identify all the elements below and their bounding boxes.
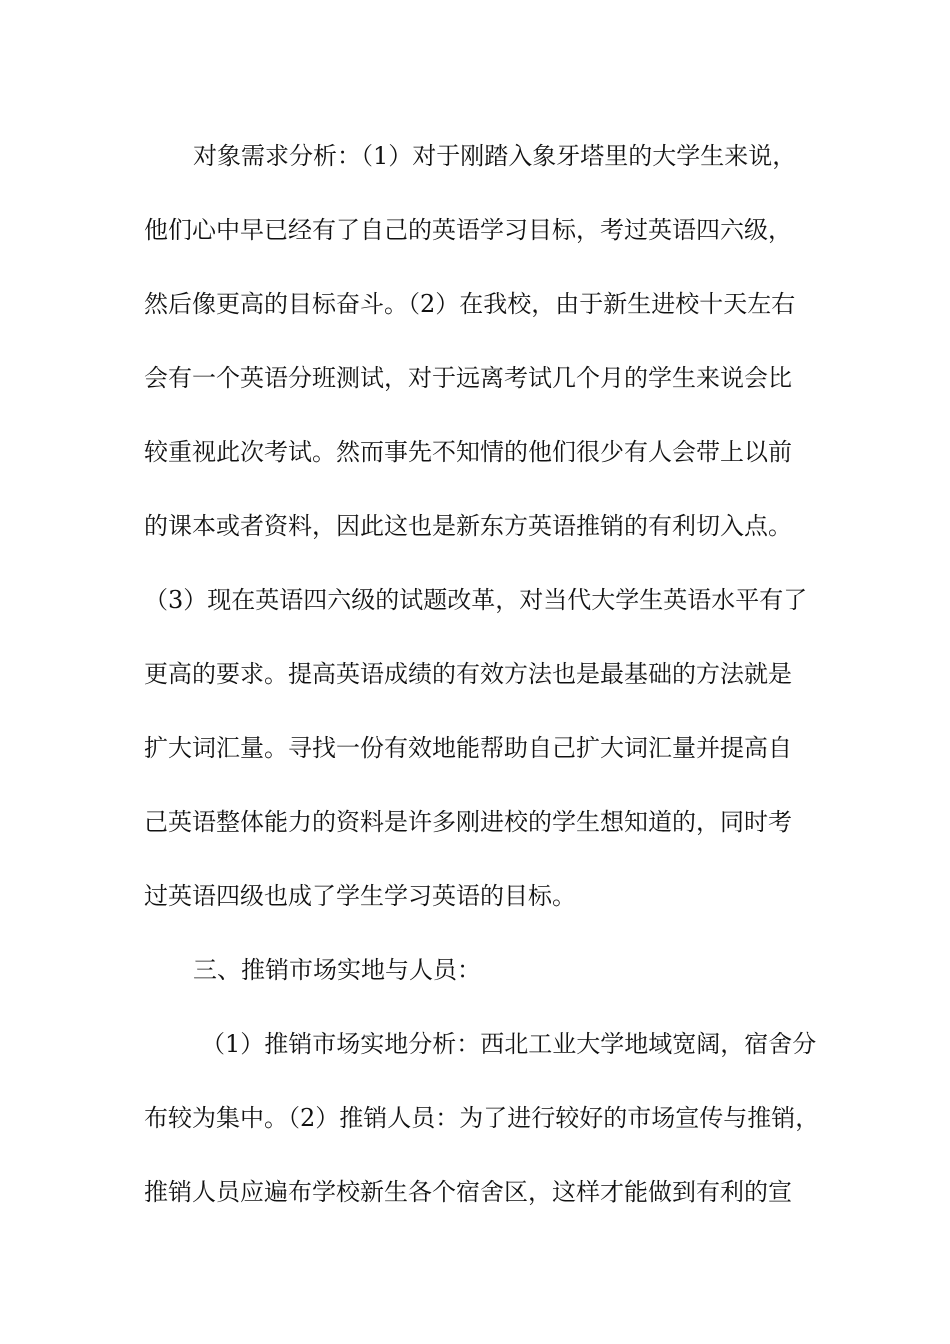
paragraph-line: 推销人员应遍布学校新生各个宿舍区，这样才能做到有利的宣 — [144, 1178, 792, 1206]
paragraph-line: 更高的要求。提高英语成绩的有效方法也是最基础的方法就是 — [144, 660, 792, 688]
paragraph-line: 对象需求分析：（1）对于刚踏入象牙塔里的大学生来说， — [193, 142, 797, 170]
paragraph-line: 然后像更高的目标奋斗。（2）在我校，由于新生进校十天左右 — [144, 290, 796, 318]
paragraph-line: （1）推销市场实地分析：西北工业大学地域宽阔，宿舍分 — [201, 1030, 817, 1058]
paragraph-line: 己英语整体能力的资料是许多刚进校的学生想知道的，同时考 — [144, 808, 792, 836]
paragraph-line: 的课本或者资料，因此这也是新东方英语推销的有利切入点。 — [144, 512, 792, 540]
paragraph-line: 会有一个英语分班测试，对于远离考试几个月的学生来说会比 — [144, 364, 792, 392]
paragraph-line: 过英语四级也成了学生学习英语的目标。 — [144, 882, 576, 910]
paragraph-line: 布较为集中。（2）推销人员：为了进行较好的市场宣传与推销， — [144, 1104, 820, 1132]
paragraph-line: 他们心中早已经有了自己的英语学习目标，考过英语四六级， — [144, 216, 792, 244]
paragraph-line: 扩大词汇量。寻找一份有效地能帮助自己扩大词汇量并提高自 — [144, 734, 792, 762]
paragraph-line: （3）现在英语四六级的试题改革，对当代大学生英语水平有了 — [144, 586, 808, 614]
section-heading: 三、推销市场实地与人员： — [193, 956, 481, 984]
paragraph-line: 较重视此次考试。然而事先不知情的他们很少有人会带上以前 — [144, 438, 792, 466]
